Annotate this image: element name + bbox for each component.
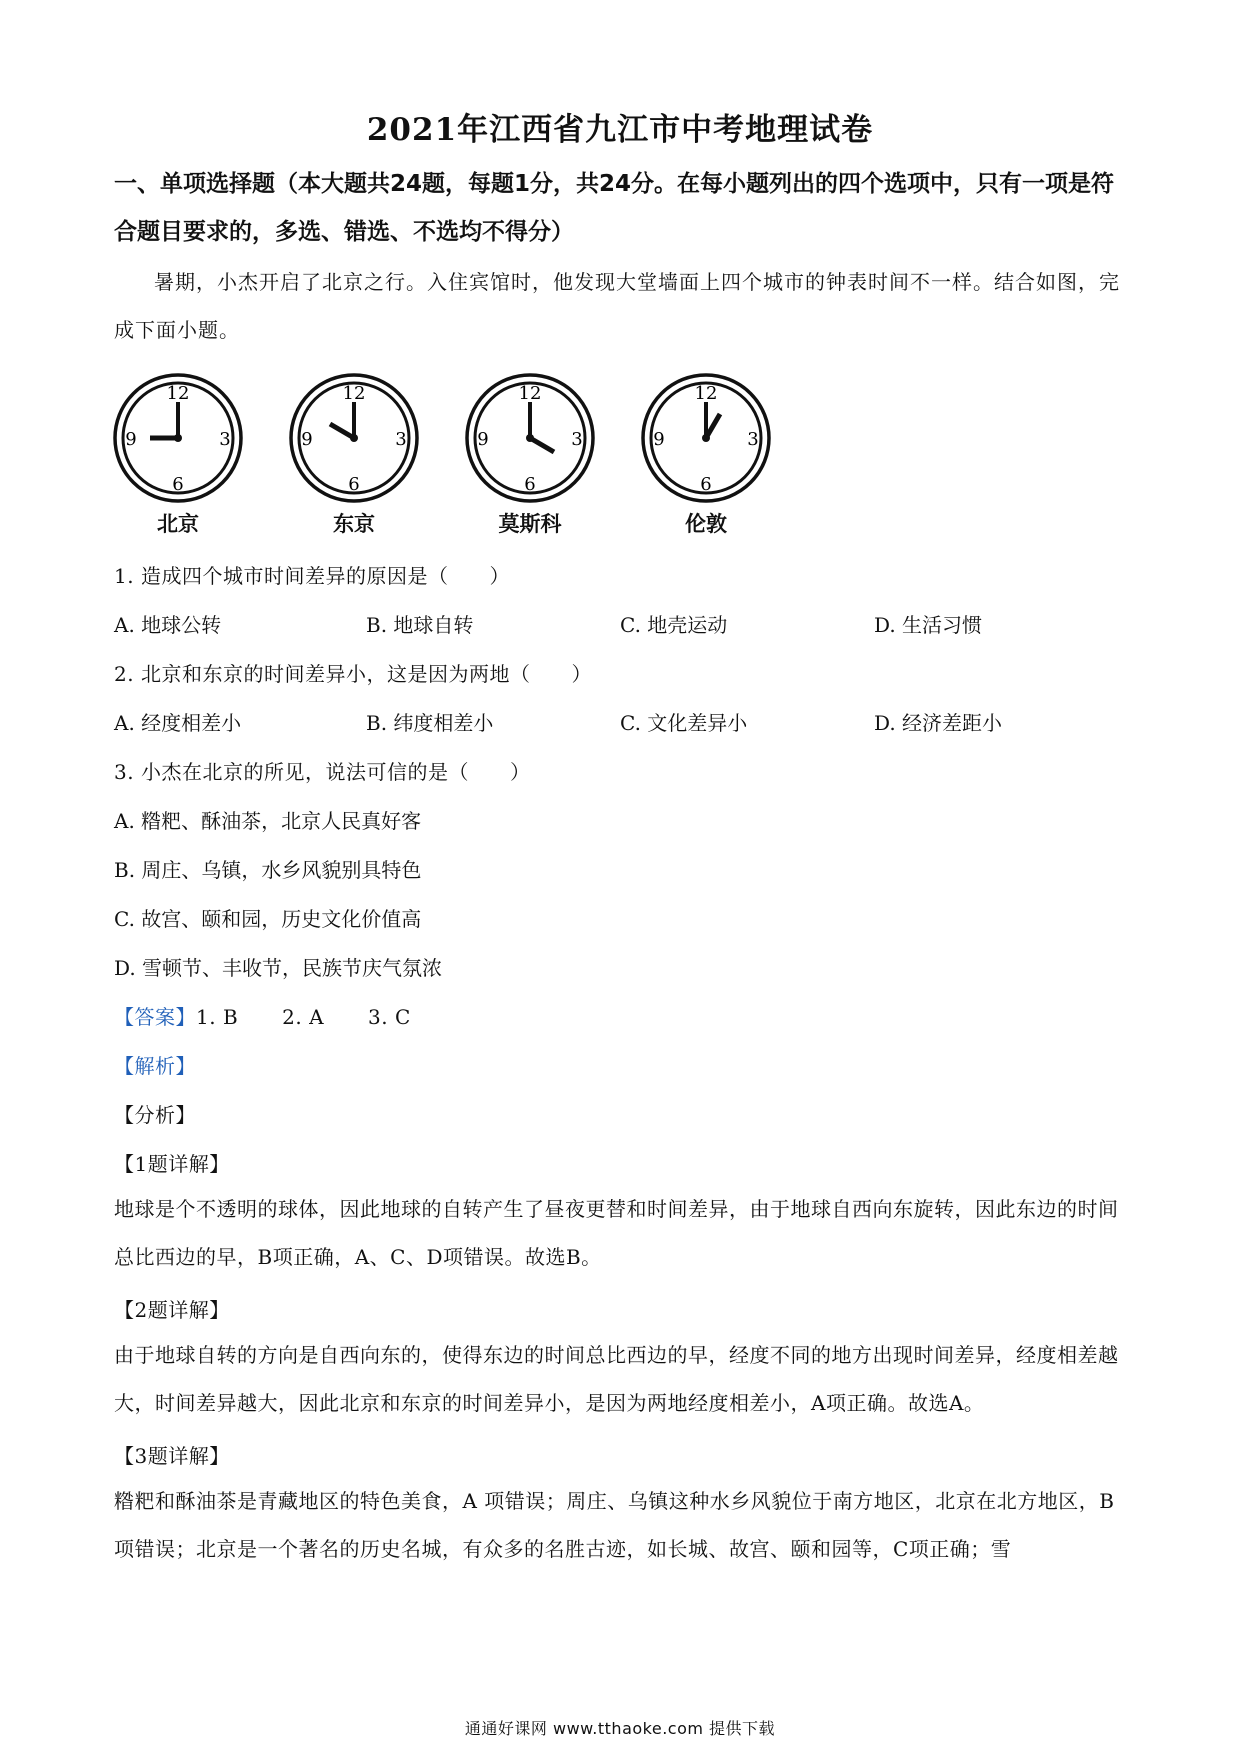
fenxi-tag: 【分析】 bbox=[114, 1103, 196, 1127]
numeral-3: 3 bbox=[395, 429, 407, 450]
clock-face-icon bbox=[638, 370, 774, 506]
option-a: A. 经度相差小 bbox=[114, 711, 242, 735]
question-stem: 3. 小杰在北京的所见，说法可信的是（ ） bbox=[114, 760, 531, 784]
answer-2: 2. A bbox=[282, 1005, 325, 1029]
option-a: A. 糌粑、酥油茶，北京人民真好客 bbox=[114, 809, 422, 833]
section-heading: 一、单项选择题（本大题共24题，每题1分，共24分。在每小题列出的四个选项中，只有一项是符合题目要求的，多选、错选、不选均不得分） bbox=[114, 171, 1115, 245]
question-stem: 1. 造成四个城市时间差异的原因是（ ） bbox=[114, 564, 510, 588]
clock-label: 伦敦 bbox=[685, 512, 727, 536]
clock-moscow bbox=[462, 370, 598, 540]
clock-face-icon bbox=[110, 370, 246, 506]
detail-1-text: 地球是个不透明的球体，因此地球的自转产生了昼夜更替和时间差异，由于地球自西向东旋转，因此东边的时间总比西边的早，B项正确，A、C、D项错误。故选B。 bbox=[114, 1197, 1119, 1269]
page-footer: 通通好课网 www.tthaoke.com 提供下载 bbox=[464, 1719, 776, 1738]
numeral-6: 6 bbox=[348, 474, 360, 495]
numeral-9: 9 bbox=[125, 429, 137, 450]
detail-3-tag: 【3题详解】 bbox=[114, 1444, 230, 1468]
option-d: D. 雪顿节、丰收节，民族节庆气氛浓 bbox=[114, 956, 443, 980]
numeral-12: 12 bbox=[166, 383, 190, 404]
detail-2-tag: 【2题详解】 bbox=[114, 1298, 230, 1322]
clock-label: 北京 bbox=[157, 512, 199, 536]
option-a: A. 地球公转 bbox=[114, 613, 222, 637]
detail-2-text: 由于地球自转的方向是自西向东的，使得东边的时间总比西边的早，经度不同的地方出现时间差异，经度相差越大，时间差异越大，因此北京和东京的时间差异小，是因为两地经度相差小，A项正确。故选A。 bbox=[114, 1343, 1119, 1415]
clock-london bbox=[638, 370, 774, 540]
numeral-9: 9 bbox=[477, 429, 489, 450]
answer-1: 1. B bbox=[196, 1005, 239, 1029]
numeral-6: 6 bbox=[700, 474, 712, 495]
detail-1-tag: 【1题详解】 bbox=[114, 1152, 230, 1176]
option-c: C. 故宫、颐和园，历史文化价值高 bbox=[114, 907, 422, 931]
clock-label: 莫斯科 bbox=[498, 512, 562, 536]
option-d: D. 生活习惯 bbox=[874, 613, 983, 637]
option-b: B. 地球自转 bbox=[366, 613, 474, 637]
numeral-12: 12 bbox=[694, 383, 718, 404]
numeral-12: 12 bbox=[518, 383, 542, 404]
option-d: D. 经济差距小 bbox=[874, 711, 1003, 735]
numeral-6: 6 bbox=[172, 474, 184, 495]
option-b: B. 周庄、乌镇，水乡风貌别具特色 bbox=[114, 858, 422, 882]
numeral-9: 9 bbox=[301, 429, 313, 450]
question-stem: 2. 北京和东京的时间差异小，这是因为两地（ ） bbox=[114, 662, 592, 686]
numeral-3: 3 bbox=[571, 429, 583, 450]
clock-label: 东京 bbox=[333, 512, 375, 536]
numeral-6: 6 bbox=[524, 474, 536, 495]
clock-figure bbox=[110, 370, 810, 540]
clock-face-icon bbox=[286, 370, 422, 506]
answer-3: 3. C bbox=[368, 1005, 411, 1029]
numeral-3: 3 bbox=[219, 429, 231, 450]
page-title: 2021年江西省九江市中考地理试卷 bbox=[366, 112, 874, 148]
option-c: C. 文化差异小 bbox=[620, 711, 748, 735]
clock-face-icon bbox=[462, 370, 598, 506]
clock-beijing bbox=[110, 370, 246, 540]
answer-tag: 【答案】 bbox=[114, 1005, 196, 1029]
numeral-3: 3 bbox=[747, 429, 759, 450]
option-c: C. 地壳运动 bbox=[620, 613, 728, 637]
answer-line bbox=[114, 1001, 411, 1030]
option-b: B. 纬度相差小 bbox=[366, 711, 494, 735]
analysis-tag: 【解析】 bbox=[114, 1054, 196, 1078]
numeral-9: 9 bbox=[653, 429, 665, 450]
clock-tokyo bbox=[286, 370, 422, 540]
detail-3-text: 糌粑和酥油茶是青藏地区的特色美食，A 项错误；周庄、乌镇这种水乡风貌位于南方地区，北京在北方地区，B项错误；北京是一个著名的历史名城，有众多的名胜古迹，如长城、故宫、颐和园等，C项正确；雪 bbox=[114, 1489, 1115, 1561]
numeral-12: 12 bbox=[342, 383, 366, 404]
question-intro: 暑期，小杰开启了北京之行。入住宾馆时，他发现大堂墙面上四个城市的钟表时间不一样。结合如图，完成下面小题。 bbox=[114, 270, 1120, 342]
